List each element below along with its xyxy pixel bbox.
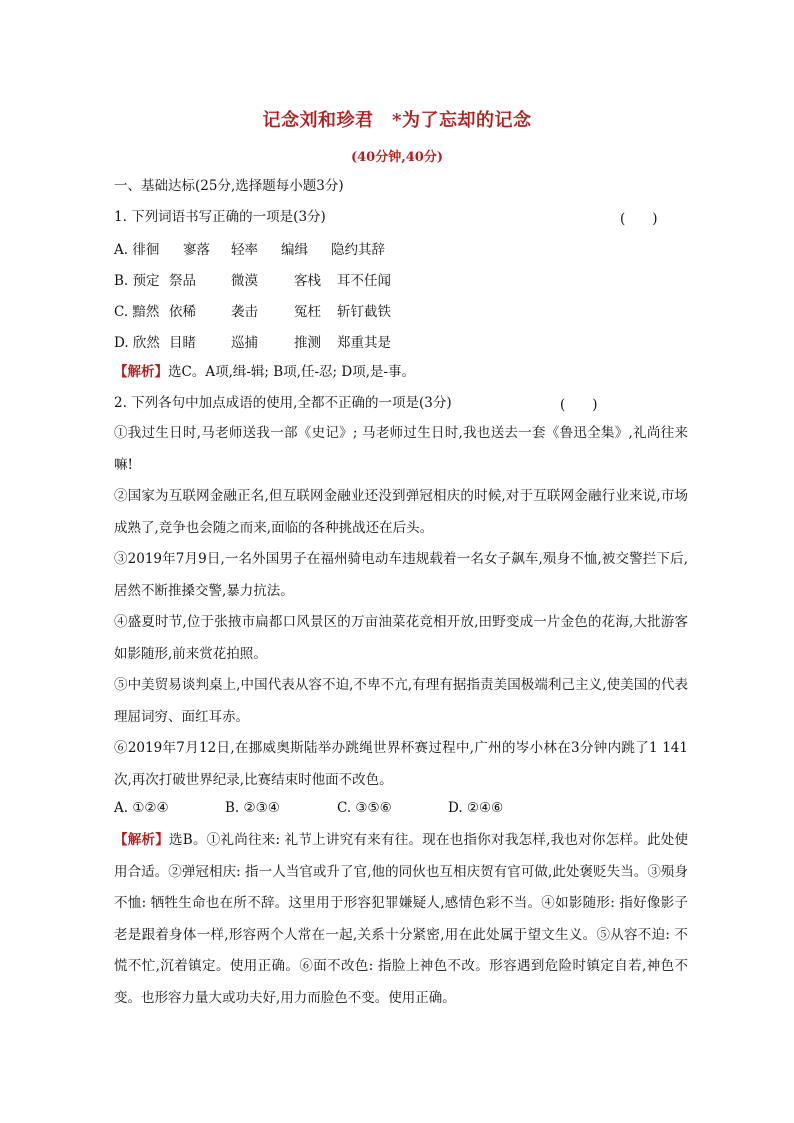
sentence-5: ⑤中美贸易谈判桌上,中国代表从容不迫,不卑不亢,有理有据指责美国极端利己主义,使美国的代表理屈词穷、面红耳赤。 bbox=[114, 677, 688, 725]
option-word: 轻率 bbox=[231, 242, 258, 258]
question-2-stem: 2. 下列各句中加点成语的使用,全都不正确的一项是(3分) bbox=[114, 395, 452, 411]
analysis-text: 选C。A项,缉-辑; B项,任-忍; D项,是-事。 bbox=[168, 364, 416, 380]
option-word: 推测 bbox=[294, 335, 321, 351]
question-2-answer-blank: ( ) bbox=[560, 397, 598, 413]
question-1-answer-blank: ( ) bbox=[620, 211, 658, 227]
option-word: 袭击 bbox=[231, 304, 258, 320]
option-word: D. 欣然 bbox=[114, 335, 160, 351]
option-word: 巡捕 bbox=[231, 335, 258, 351]
option-word: 微漠 bbox=[231, 273, 258, 289]
option-word: C. 黯然 bbox=[114, 304, 160, 320]
page-subtitle: (40分钟,40分) bbox=[350, 150, 443, 165]
option-word: A. 徘徊 bbox=[114, 242, 160, 258]
section-heading: 一、基础达标(25分,选择题每小题3分) bbox=[114, 178, 344, 194]
option-word: 隐约其辞 bbox=[331, 242, 385, 258]
option-word: 寥落 bbox=[183, 242, 210, 258]
analysis-tag: 【解析】 bbox=[114, 832, 170, 848]
question-1-stem: 1. 下列词语书写正确的一项是(3分) bbox=[114, 209, 326, 225]
option-b: B. ②③④ bbox=[225, 800, 280, 816]
option-word: 冤枉 bbox=[294, 304, 321, 320]
question-1-analysis bbox=[114, 362, 415, 382]
option-word: 依稀 bbox=[169, 304, 196, 320]
option-word: 目睹 bbox=[169, 335, 196, 351]
option-word: 客栈 bbox=[294, 273, 321, 289]
option-word: 祭品 bbox=[169, 273, 196, 289]
option-word: 斩钉截铁 bbox=[337, 304, 391, 320]
analysis-text: 选B。①礼尚往来: 礼节上讲究有来有往。现在也指你对我怎样,我也对你怎样。此处使用合适。②弹冠相庆: 指一人当官或升了官,他的同伙也互相庆贺有官可做,此处褒贬失当。③殒身不恤: 牺牲生命也在所不辞。这里用于形容犯罪嫌疑人,感情色彩不当。④如影随形: 指好像影子老是跟着身体一样,形容两个人常在一起,关系十分紧密,用在此处属于望文生义。⑤从容不迫: 不慌不忙,沉着镇定。使用正确。⑥面不改色: 指脸上神色不改。形容遇到危险时镇定自若,神色不变。也形容力量大或功夫好,用力而脸色不变。使用正确。 bbox=[114, 832, 688, 1006]
sentence-4: ④盛夏时节,位于张掖市扁都口风景区的万亩油菜花竞相开放,田野变成一片金色的花海,大批游客如影随形,前来赏花拍照。 bbox=[114, 614, 688, 662]
sentence-1: ①我过生日时,马老师送我一部《史记》; 马老师过生日时,我也送去一套《鲁迅全集》,礼尚往来嘛! bbox=[114, 425, 688, 473]
sentence-6: ⑥2019年7月12日,在挪威奥斯陆举办跳绳世界杯赛过程中,广州的岑小林在3分钟内跳了1 141次,再次打破世界纪录,比赛结束时他面不改色。 bbox=[114, 740, 688, 788]
option-word: 耳不任闻 bbox=[337, 273, 391, 289]
question-2-analysis bbox=[114, 825, 688, 1014]
option-word: B. 预定 bbox=[114, 273, 160, 289]
page-title: 记念刘和珍君 *为了忘却的记念 bbox=[262, 110, 532, 131]
option-word: 编缉 bbox=[281, 242, 308, 258]
sentence-3: ③2019年7月9日,一名外国男子在福州骑电动车违规载着一名女子飙车,殒身不恤,被交警拦下后,居然不断推搡交警,暴力抗法。 bbox=[114, 551, 688, 599]
option-word: 郑重其是 bbox=[337, 335, 391, 351]
option-d: D. ②④⑥ bbox=[448, 800, 504, 816]
sentence-2: ②国家为互联网金融正名,但互联网金融业还没到弹冠相庆的时候,对于互联网金融行业来说,市场成熟了,竞争也会随之而来,面临的各种挑战还在后头。 bbox=[114, 488, 688, 536]
option-c: C. ③⑤⑥ bbox=[337, 800, 392, 816]
option-a: A. ①②④ bbox=[114, 800, 169, 816]
analysis-tag: 【解析】 bbox=[114, 364, 168, 380]
